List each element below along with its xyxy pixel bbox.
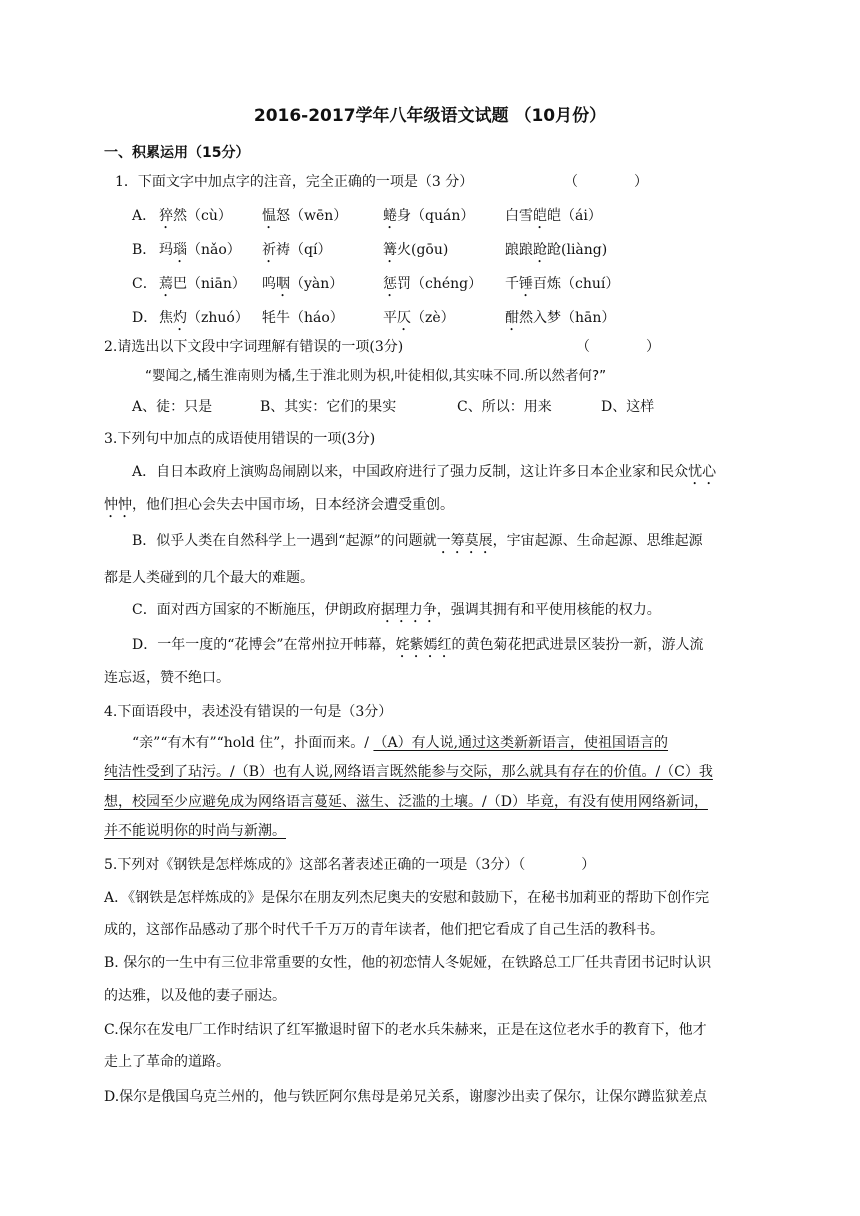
text: 巴（niān） xyxy=(173,276,246,292)
text: 牦 xyxy=(262,310,276,326)
q1-stem-text: 1．下面文字中加点字的注音，完全正确的一项是（3 分） xyxy=(115,174,474,190)
q1-option-item xyxy=(159,308,249,334)
section-heading: 一、积累运用（15分） xyxy=(104,145,250,161)
dotted-idiom: 一筹莫展 xyxy=(436,533,493,549)
q5-option-b-line2: 的达雅，以及他的妻子丽达。 xyxy=(104,988,286,1004)
dotted-character: 皑 xyxy=(533,208,547,224)
text: C．面对西方国家的不断施压，伊朗政府 xyxy=(132,602,381,618)
text: （yàn） xyxy=(290,276,344,292)
dotted-character: 愠 xyxy=(262,208,276,224)
dotted-character: 灼 xyxy=(173,310,187,326)
text: 玛 xyxy=(159,242,173,258)
paren-close: ） xyxy=(634,174,648,190)
paren-open: （ xyxy=(564,174,578,190)
q4-passage-line1 xyxy=(132,733,668,753)
q1-option-item xyxy=(262,206,347,232)
text: （zè） xyxy=(411,310,455,326)
text: ，宇宙起源、生命起源、思维起源 xyxy=(492,533,703,549)
text: ，强调其拥有和平使用核能的权力。 xyxy=(436,602,661,618)
dotted-character: 锤 xyxy=(519,276,533,292)
dotted-character: 蔫 xyxy=(159,276,173,292)
q1-option-item xyxy=(505,240,607,266)
page-title: 2016-2017学年八年级语文试题 （10月份） xyxy=(253,106,607,126)
dotted-idiom: 姹紫嫣红 xyxy=(395,637,452,653)
q1-option-label: A． xyxy=(132,208,157,224)
q1-answer-paren xyxy=(564,172,648,192)
dotted-character: 瑙 xyxy=(173,242,187,258)
q1-option-label: B． xyxy=(132,242,157,258)
dotted-character: 跄 xyxy=(533,242,547,258)
paren-close: ） xyxy=(581,857,596,873)
text: 然入梦（hān） xyxy=(519,310,616,326)
dotted-idiom: 忧心 xyxy=(688,464,717,480)
underlined-text: （A）有人说,通过这类新新语言，使祖国语言的 xyxy=(373,735,669,751)
dotted-idiom: 忡忡 xyxy=(104,497,132,513)
q1-option-item xyxy=(159,206,232,232)
paren-open: （ xyxy=(576,339,590,355)
text: 祷（qí） xyxy=(276,242,332,258)
text: 然（cù） xyxy=(173,208,232,224)
q2-answer-paren xyxy=(576,337,660,357)
text: 白雪 xyxy=(505,208,533,224)
q2-stem: 2.请选出以下文段中字词理解有错误的一项(3分) xyxy=(104,339,404,355)
q1-option-item xyxy=(505,308,615,334)
text: 皑（ái） xyxy=(547,208,602,224)
text: B．似乎人类在自然科学上一遇到“起源”的问题就 xyxy=(132,533,437,549)
dotted-character: 酣 xyxy=(505,310,519,326)
dotted-character: 猝 xyxy=(159,208,173,224)
q1-stem xyxy=(115,172,473,192)
q5-option-a-line2: 成的，这部作品感动了那个时代千千万万的青年读者，他们把它看成了自己生活的教科书。 xyxy=(104,922,664,938)
text: 火(gōu) xyxy=(397,242,449,258)
dotted-character: 仄 xyxy=(397,310,411,326)
text: 身（quán） xyxy=(397,208,475,224)
q3-option-d-line1 xyxy=(132,635,704,661)
dotted-character: 惩 xyxy=(383,276,397,292)
text: 5.下列对《钢铁是怎样炼成的》这部名著表述正确的一项是（3分）（ xyxy=(104,857,526,873)
q2-option-d: D、这样 xyxy=(601,399,655,415)
q5-stem xyxy=(104,855,595,875)
text: ，他们担心会失去中国市场，日本经济会遭受重创。 xyxy=(132,497,454,513)
q4-passage-line2: 纯洁性受到了玷污。/（B）也有人说,网络语言既然能参与交际，那么就具有存在的价值。/（C）我 xyxy=(104,764,713,780)
q1-option-item xyxy=(262,274,343,300)
text: 踉踉 xyxy=(505,242,533,258)
q1-option-item xyxy=(159,274,246,300)
q3-option-c-line1 xyxy=(132,600,661,626)
text: 的黄色菊花把武进景区装扮一新，游人流 xyxy=(451,637,704,653)
text: 罚（chéng） xyxy=(397,276,483,292)
q4-passage-line4: 并不能说明你的时尚与新潮。 xyxy=(104,823,286,839)
q3-option-a-line2 xyxy=(104,495,454,521)
q5-option-c-line1: C.保尔在发电厂工作时结识了红军撤退时留下的老水兵朱赫来，正是在这位老水手的教育下，他才 xyxy=(104,1022,707,1038)
q2-option-c: C、所以：用来 xyxy=(457,399,552,415)
text: （zhuó） xyxy=(187,310,249,326)
q1-option-label: C． xyxy=(132,276,157,292)
q1-option-label: D． xyxy=(132,310,158,326)
paren-close: ） xyxy=(646,339,660,355)
text: 牛（háo） xyxy=(276,310,344,326)
text: D．一年一度的“花博会”在常州拉开帏幕， xyxy=(132,637,396,653)
q3-option-b-line2: 都是人类碰到的几个最大的难题。 xyxy=(104,570,314,586)
text: （nǎo） xyxy=(187,242,241,258)
q1-option-item xyxy=(383,240,448,266)
q1-option-item xyxy=(262,308,344,334)
dotted-character: 咽 xyxy=(276,276,290,292)
q1-option-item xyxy=(383,274,482,300)
q5-option-c-line2: 走上了革命的道路。 xyxy=(104,1054,230,1070)
q4-stem: 4.下面语段中，表述没有错误的一句是（3分） xyxy=(104,704,393,720)
dotted-character: 蜷 xyxy=(383,208,397,224)
dotted-character: 篝 xyxy=(383,242,397,258)
text: “亲”“有木有”“hold 住”，扑面而来。/ xyxy=(132,735,374,751)
text: 焦 xyxy=(159,310,173,326)
q4-passage-line3: 想，校园至少应避免成为网络语言蔓延、滋生、泛滥的土壤。/（D）毕竟，有没有使用网络新词， xyxy=(104,794,708,810)
dotted-idiom: 据理力争 xyxy=(380,602,437,618)
q3-option-a-line1 xyxy=(132,462,716,488)
text: 平 xyxy=(383,310,397,326)
q1-option-item xyxy=(383,308,455,334)
text: A．自日本政府上演购岛闹剧以来，中国政府进行了强力反制，这让许多日本企业家和民众 xyxy=(132,464,689,480)
text: 跄(liàng) xyxy=(547,242,608,258)
q2-option-b: B、其实：它们的果实 xyxy=(260,399,397,415)
q5-option-b-line1: B. 保尔的一生中有三位非常重要的女性，他的初恋情人冬妮娅，在铁路总工厂任共青团书记时认识 xyxy=(104,955,712,971)
text: 怒（wēn） xyxy=(276,208,348,224)
q2-quote: “婴闻之,橘生淮南则为橘,生于淮北则为枳,叶徒相似,其实味不同.所以然者何?” xyxy=(145,368,607,384)
dotted-character: 祈 xyxy=(262,242,276,258)
q5-option-d-line1: D.保尔是俄国乌克兰州的，他与铁匠阿尔焦母是弟兄关系，谢廖沙出卖了保尔，让保尔蹲监狱差点 xyxy=(104,1089,708,1105)
q3-option-b-line1 xyxy=(132,531,703,557)
q1-option-item xyxy=(505,274,619,300)
q1-option-item xyxy=(159,240,241,266)
q3-option-d-line2: 连忘返，赞不绝口。 xyxy=(104,670,230,686)
text: 百炼（chuí） xyxy=(533,276,620,292)
q1-option-item xyxy=(262,240,331,266)
text: 呜 xyxy=(262,276,276,292)
q2-option-a: A、徒：只是 xyxy=(132,399,213,415)
q5-option-a-line1: A．《钢铁是怎样炼成的》是保尔在朋友列杰尼奥夫的安慰和鼓励下，在秘书加莉亚的帮助下创作完 xyxy=(104,890,710,906)
q1-option-item xyxy=(383,206,474,232)
q3-stem: 3.下列句中加点的成语使用错误的一项(3分) xyxy=(104,431,376,447)
q1-option-item xyxy=(505,206,602,232)
text: 千 xyxy=(505,276,519,292)
